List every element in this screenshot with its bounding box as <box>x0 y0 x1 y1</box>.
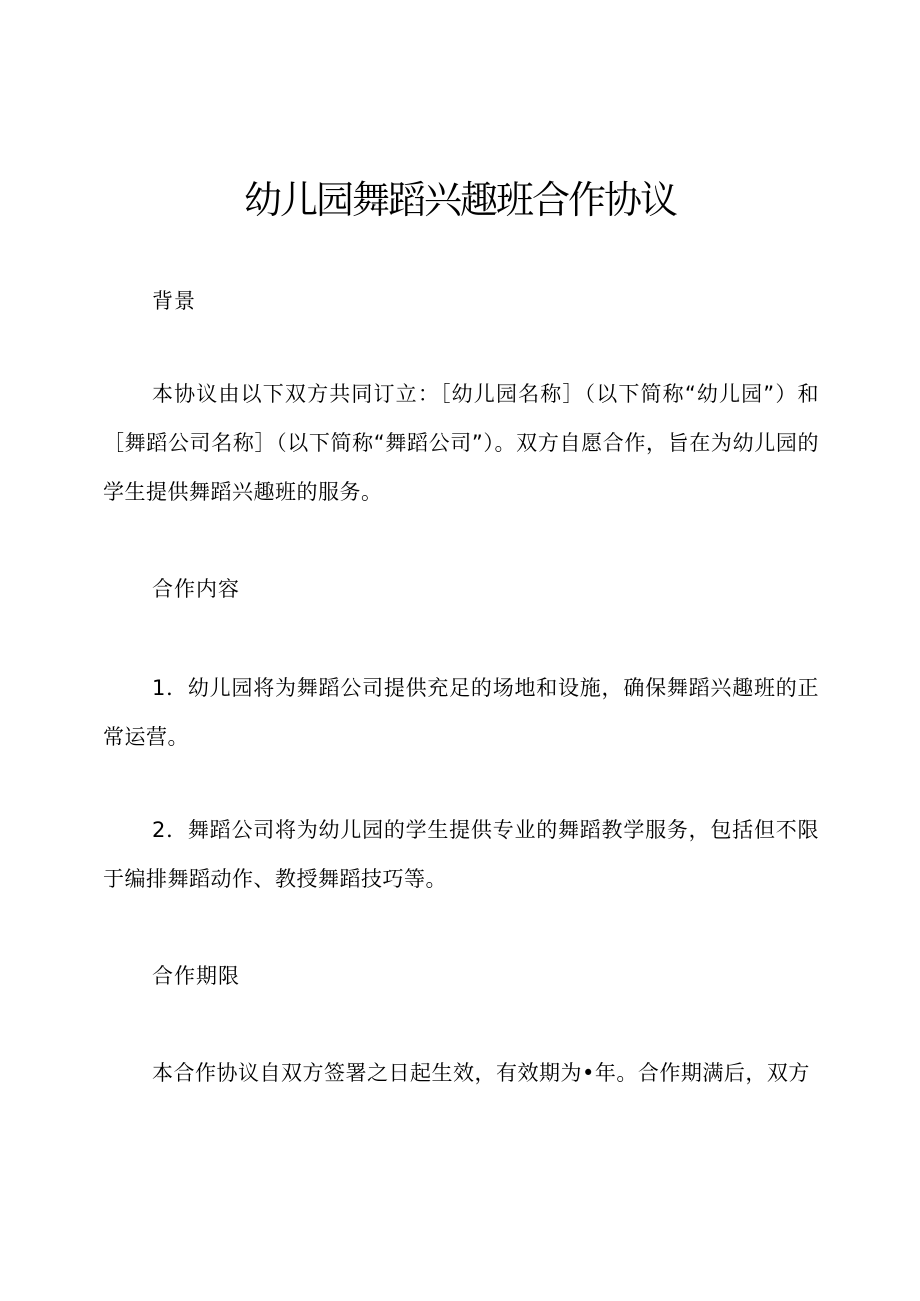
section-heading-cooperation-term: 合作期限 <box>152 964 240 988</box>
section-heading-background: 背景 <box>152 289 196 313</box>
paragraph-term: 本合作协议自双方签署之日起生效，有效期为•年。合作期满后，双方 <box>152 1061 810 1085</box>
document-title: 幼儿园舞蹈兴趣班合作协议 <box>243 178 676 222</box>
paragraph-clause-1: 1．幼儿园将为舞蹈公司提供充足的场地和设施，确保舞蹈兴趣班的正常运营。 <box>103 676 819 749</box>
paragraph-parties: 本协议由以下双方共同订立：［幼儿园名称］（以下简称“幼儿园”）和［舞蹈公司名称］（以下简称“舞蹈公司”）。双方自愿合作，旨在为幼儿园的学生提供舞蹈兴趣班的服务。 <box>103 382 819 504</box>
section-heading-cooperation-content: 合作内容 <box>152 577 240 601</box>
paragraph-clause-2: 2．舞蹈公司将为幼儿园的学生提供专业的舞蹈教学服务，包括但不限于编排舞蹈动作、教授舞蹈技巧等。 <box>103 818 819 891</box>
